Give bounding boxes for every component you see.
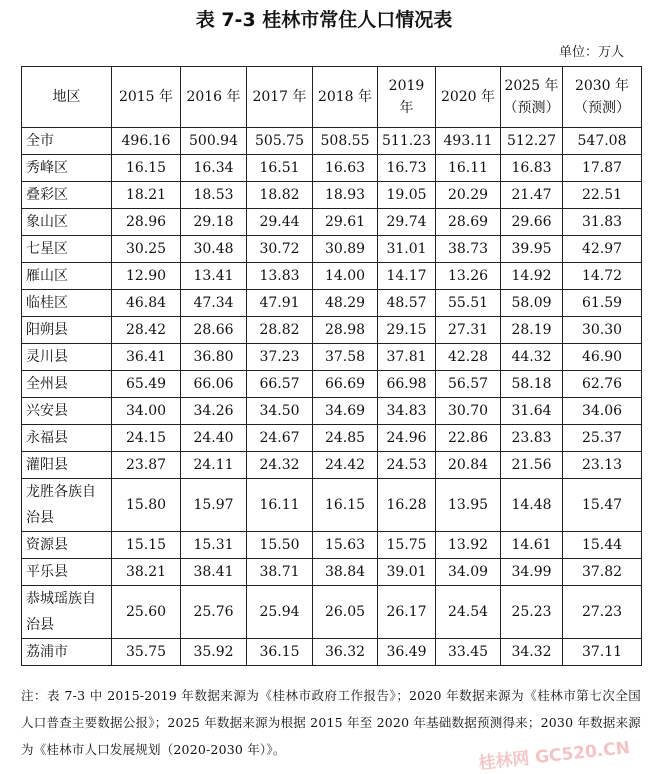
value-cell: 28.42 xyxy=(112,317,181,344)
value-cell: 18.93 xyxy=(313,182,378,209)
value-cell: 15.47 xyxy=(563,479,642,532)
value-cell: 18.82 xyxy=(247,182,313,209)
value-cell: 56.57 xyxy=(436,371,501,398)
value-cell: 24.15 xyxy=(112,425,181,452)
table-title: 表 7-3 桂林市常住人口情况表 xyxy=(195,9,453,31)
value-cell: 16.15 xyxy=(313,479,378,532)
region-cell: 灵川县 xyxy=(22,344,112,371)
value-cell: 27.23 xyxy=(563,586,642,639)
region-cell: 永福县 xyxy=(22,425,112,452)
value-cell: 36.80 xyxy=(181,344,247,371)
value-cell: 29.66 xyxy=(501,209,563,236)
column-header: 2015 年 xyxy=(112,67,181,128)
table-row xyxy=(22,344,642,371)
value-cell: 33.45 xyxy=(436,639,501,666)
value-cell: 14.00 xyxy=(313,263,378,290)
region-cell: 平乐县 xyxy=(22,559,112,586)
column-header: 2018 年 xyxy=(313,67,378,128)
value-cell: 29.74 xyxy=(378,209,436,236)
value-cell: 30.70 xyxy=(436,398,501,425)
value-cell: 29.15 xyxy=(378,317,436,344)
value-cell: 37.58 xyxy=(313,344,378,371)
value-cell: 35.75 xyxy=(112,639,181,666)
table-header-row xyxy=(22,67,642,128)
value-cell: 34.00 xyxy=(112,398,181,425)
value-cell: 30.48 xyxy=(181,236,247,263)
value-cell: 30.89 xyxy=(313,236,378,263)
value-cell: 44.32 xyxy=(501,344,563,371)
column-header: 2017 年 xyxy=(247,67,313,128)
value-cell: 30.30 xyxy=(563,317,642,344)
value-cell: 34.26 xyxy=(181,398,247,425)
column-header: 2030 年 （预测） xyxy=(563,67,642,128)
table-row xyxy=(22,155,642,182)
value-cell: 24.32 xyxy=(247,452,313,479)
table-row xyxy=(22,639,642,666)
value-cell: 39.01 xyxy=(378,559,436,586)
value-cell: 22.51 xyxy=(563,182,642,209)
value-cell: 38.41 xyxy=(181,559,247,586)
region-cell: 象山区 xyxy=(22,209,112,236)
value-cell: 28.82 xyxy=(247,317,313,344)
value-cell: 34.50 xyxy=(247,398,313,425)
value-cell: 24.11 xyxy=(181,452,247,479)
value-cell: 14.92 xyxy=(501,263,563,290)
value-cell: 66.98 xyxy=(378,371,436,398)
value-cell: 62.76 xyxy=(563,371,642,398)
value-cell: 30.25 xyxy=(112,236,181,263)
value-cell: 31.01 xyxy=(378,236,436,263)
region-cell: 阳朔县 xyxy=(22,317,112,344)
column-header: 2016 年 xyxy=(181,67,247,128)
value-cell: 28.19 xyxy=(501,317,563,344)
value-cell: 29.44 xyxy=(247,209,313,236)
table-row xyxy=(22,290,642,317)
value-cell: 66.57 xyxy=(247,371,313,398)
table-row xyxy=(22,263,642,290)
value-cell: 17.87 xyxy=(563,155,642,182)
column-header: 地区 xyxy=(22,67,112,128)
value-cell: 512.27 xyxy=(501,128,563,155)
value-cell: 66.69 xyxy=(313,371,378,398)
value-cell: 14.17 xyxy=(378,263,436,290)
value-cell: 24.85 xyxy=(313,425,378,452)
value-cell: 29.18 xyxy=(181,209,247,236)
value-cell: 14.61 xyxy=(501,532,563,559)
value-cell: 16.73 xyxy=(378,155,436,182)
value-cell: 47.34 xyxy=(181,290,247,317)
value-cell: 31.83 xyxy=(563,209,642,236)
value-cell: 15.15 xyxy=(112,532,181,559)
value-cell: 48.57 xyxy=(378,290,436,317)
value-cell: 16.34 xyxy=(181,155,247,182)
value-cell: 25.23 xyxy=(501,586,563,639)
region-cell: 七星区 xyxy=(22,236,112,263)
table-row xyxy=(22,479,642,532)
value-cell: 24.40 xyxy=(181,425,247,452)
table-body xyxy=(22,128,642,666)
value-cell: 66.06 xyxy=(181,371,247,398)
value-cell: 21.47 xyxy=(501,182,563,209)
value-cell: 46.90 xyxy=(563,344,642,371)
value-cell: 20.84 xyxy=(436,452,501,479)
value-cell: 36.49 xyxy=(378,639,436,666)
column-header: 2019 年 xyxy=(378,67,436,128)
value-cell: 47.91 xyxy=(247,290,313,317)
value-cell: 508.55 xyxy=(313,128,378,155)
value-cell: 38.73 xyxy=(436,236,501,263)
region-cell: 临桂区 xyxy=(22,290,112,317)
table-row xyxy=(22,532,642,559)
region-cell: 叠彩区 xyxy=(22,182,112,209)
column-header: 2020 年 xyxy=(436,67,501,128)
value-cell: 16.83 xyxy=(501,155,563,182)
region-cell: 全市 xyxy=(22,128,112,155)
value-cell: 25.60 xyxy=(112,586,181,639)
value-cell: 505.75 xyxy=(247,128,313,155)
value-cell: 38.71 xyxy=(247,559,313,586)
value-cell: 38.84 xyxy=(313,559,378,586)
value-cell: 16.63 xyxy=(313,155,378,182)
table-row xyxy=(22,128,642,155)
unit-label: 单位：万人 xyxy=(558,45,624,60)
region-cell: 荔浦市 xyxy=(22,639,112,666)
value-cell: 27.31 xyxy=(436,317,501,344)
value-cell: 13.83 xyxy=(247,263,313,290)
value-cell: 65.49 xyxy=(112,371,181,398)
value-cell: 15.75 xyxy=(378,532,436,559)
value-cell: 30.72 xyxy=(247,236,313,263)
table-row xyxy=(22,452,642,479)
column-header: 2025 年 （预测） xyxy=(501,67,563,128)
value-cell: 48.29 xyxy=(313,290,378,317)
value-cell: 37.82 xyxy=(563,559,642,586)
value-cell: 34.69 xyxy=(313,398,378,425)
value-cell: 28.69 xyxy=(436,209,501,236)
value-cell: 34.06 xyxy=(563,398,642,425)
value-cell: 36.41 xyxy=(112,344,181,371)
table-row xyxy=(22,209,642,236)
table-row xyxy=(22,559,642,586)
value-cell: 25.76 xyxy=(181,586,247,639)
value-cell: 24.54 xyxy=(436,586,501,639)
value-cell: 25.94 xyxy=(247,586,313,639)
value-cell: 22.86 xyxy=(436,425,501,452)
value-cell: 13.92 xyxy=(436,532,501,559)
value-cell: 496.16 xyxy=(112,128,181,155)
value-cell: 58.18 xyxy=(501,371,563,398)
value-cell: 34.99 xyxy=(501,559,563,586)
value-cell: 36.32 xyxy=(313,639,378,666)
value-cell: 16.51 xyxy=(247,155,313,182)
value-cell: 20.29 xyxy=(436,182,501,209)
region-cell: 资源县 xyxy=(22,532,112,559)
value-cell: 34.09 xyxy=(436,559,501,586)
value-cell: 23.13 xyxy=(563,452,642,479)
value-cell: 37.11 xyxy=(563,639,642,666)
value-cell: 42.28 xyxy=(436,344,501,371)
value-cell: 34.83 xyxy=(378,398,436,425)
value-cell: 29.61 xyxy=(313,209,378,236)
population-table xyxy=(21,66,642,666)
value-cell: 16.28 xyxy=(378,479,436,532)
value-cell: 16.15 xyxy=(112,155,181,182)
region-cell: 灌阳县 xyxy=(22,452,112,479)
value-cell: 16.11 xyxy=(247,479,313,532)
value-cell: 34.32 xyxy=(501,639,563,666)
table-row xyxy=(22,425,642,452)
value-cell: 28.98 xyxy=(313,317,378,344)
table-row xyxy=(22,182,642,209)
value-cell: 38.21 xyxy=(112,559,181,586)
value-cell: 15.97 xyxy=(181,479,247,532)
table-row xyxy=(22,586,642,639)
region-cell: 雁山区 xyxy=(22,263,112,290)
value-cell: 493.11 xyxy=(436,128,501,155)
value-cell: 21.56 xyxy=(501,452,563,479)
value-cell: 13.26 xyxy=(436,263,501,290)
value-cell: 31.64 xyxy=(501,398,563,425)
value-cell: 15.31 xyxy=(181,532,247,559)
value-cell: 500.94 xyxy=(181,128,247,155)
value-cell: 42.97 xyxy=(563,236,642,263)
value-cell: 19.05 xyxy=(378,182,436,209)
region-cell: 全州县 xyxy=(22,371,112,398)
value-cell: 23.83 xyxy=(501,425,563,452)
region-cell: 秀峰区 xyxy=(22,155,112,182)
value-cell: 23.87 xyxy=(112,452,181,479)
value-cell: 14.48 xyxy=(501,479,563,532)
value-cell: 58.09 xyxy=(501,290,563,317)
value-cell: 14.72 xyxy=(563,263,642,290)
value-cell: 36.15 xyxy=(247,639,313,666)
value-cell: 511.23 xyxy=(378,128,436,155)
value-cell: 35.92 xyxy=(181,639,247,666)
value-cell: 18.21 xyxy=(112,182,181,209)
region-cell: 兴安县 xyxy=(22,398,112,425)
value-cell: 26.17 xyxy=(378,586,436,639)
value-cell: 61.59 xyxy=(563,290,642,317)
value-cell: 28.66 xyxy=(181,317,247,344)
value-cell: 12.90 xyxy=(112,263,181,290)
table-row xyxy=(22,236,642,263)
value-cell: 13.41 xyxy=(181,263,247,290)
value-cell: 24.42 xyxy=(313,452,378,479)
table-row xyxy=(22,317,642,344)
region-cell: 恭城瑶族自治县 xyxy=(22,586,112,639)
value-cell: 15.44 xyxy=(563,532,642,559)
value-cell: 25.37 xyxy=(563,425,642,452)
value-cell: 24.96 xyxy=(378,425,436,452)
value-cell: 15.63 xyxy=(313,532,378,559)
region-cell: 龙胜各族自治县 xyxy=(22,479,112,532)
watermark-logo: 桂林网 GC520.CN xyxy=(477,738,631,774)
value-cell: 37.81 xyxy=(378,344,436,371)
value-cell: 15.80 xyxy=(112,479,181,532)
value-cell: 28.96 xyxy=(112,209,181,236)
table-row xyxy=(22,398,642,425)
value-cell: 24.53 xyxy=(378,452,436,479)
value-cell: 46.84 xyxy=(112,290,181,317)
value-cell: 24.67 xyxy=(247,425,313,452)
value-cell: 547.08 xyxy=(563,128,642,155)
value-cell: 26.05 xyxy=(313,586,378,639)
value-cell: 18.53 xyxy=(181,182,247,209)
value-cell: 37.23 xyxy=(247,344,313,371)
value-cell: 39.95 xyxy=(501,236,563,263)
value-cell: 15.50 xyxy=(247,532,313,559)
source-note: 注：表 7-3 中 2015-2019 年数据来源为《桂林市政府工作报告》；2020 年数据来源为《桂林市第七次全国人口普查主要数据公报》；2025 年数据来源为根据 2015 年至 2020 年基础数据预测得来；2030 年数据来源为《桂林市人口发展规划（2020-2030 年）》。 xyxy=(21,688,641,757)
value-cell: 16.11 xyxy=(436,155,501,182)
table-row xyxy=(22,371,642,398)
value-cell: 55.51 xyxy=(436,290,501,317)
value-cell: 13.95 xyxy=(436,479,501,532)
